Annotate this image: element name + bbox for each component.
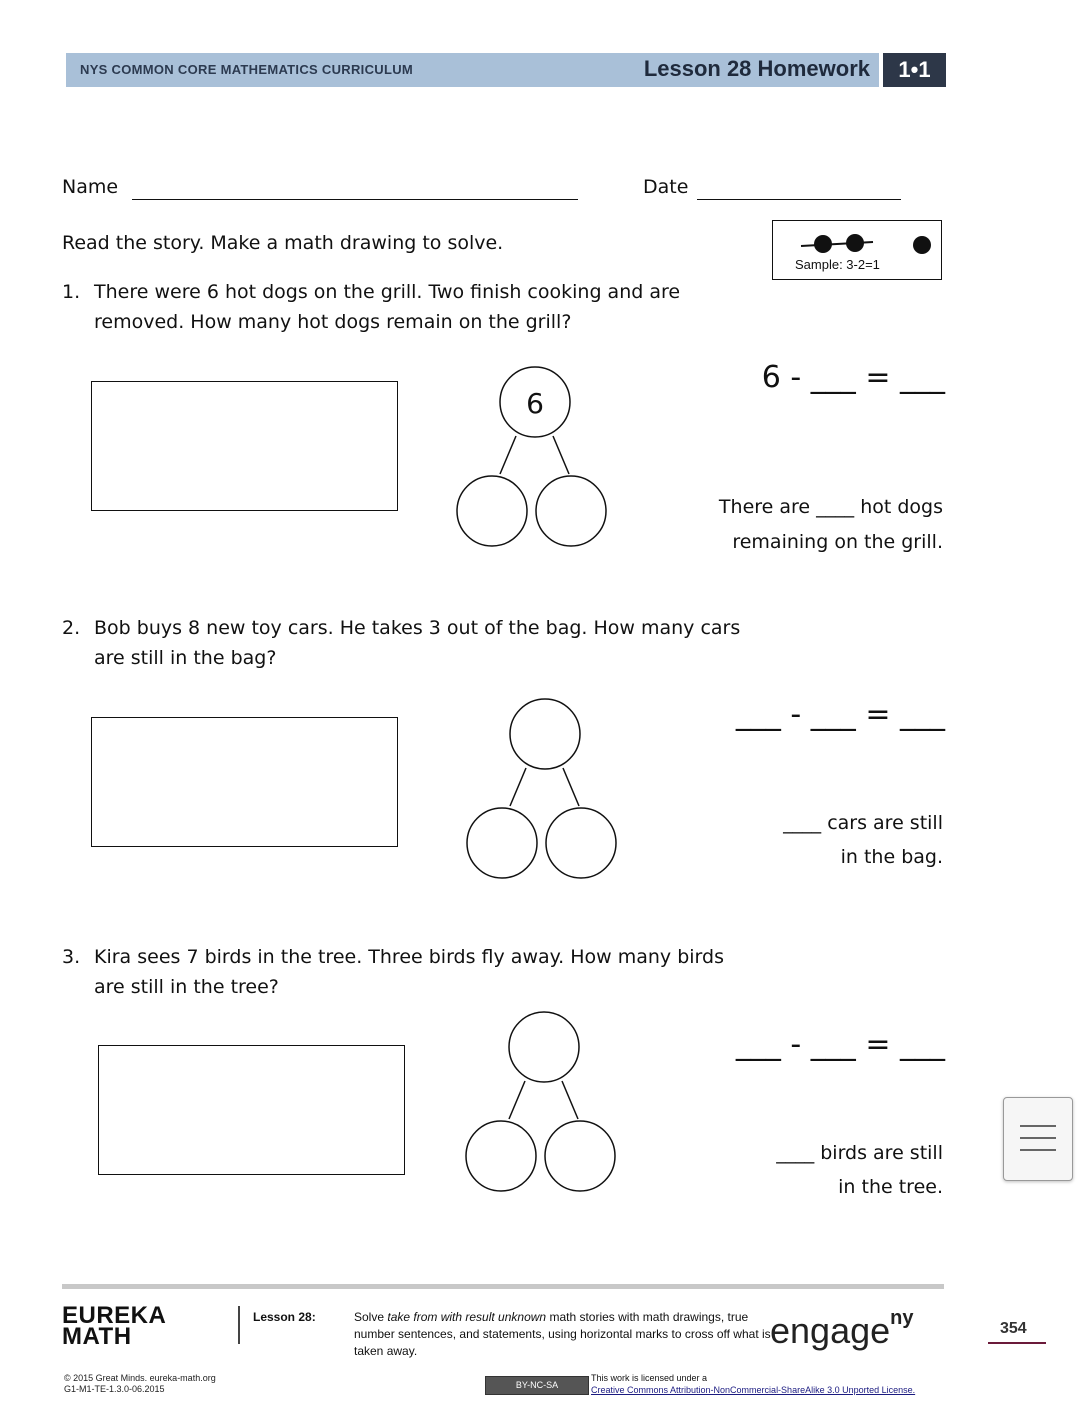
footer-divider (62, 1284, 944, 1289)
footer-vertical-divider (238, 1306, 240, 1344)
footer-description: Solve take from with result unknown math stories with math drawings, true number sentences, and statements, using horizontal marks to cross off what is taken away. (354, 1310, 771, 1358)
page-number: 354 (1000, 1320, 1027, 1337)
menu-button[interactable] (1003, 1097, 1073, 1181)
license-text: This work is licensed under a Creative Commons Attribution-NonCommercial-ShareAlike 3.0 Unported License. (591, 1373, 916, 1395)
drawing-box[interactable] (98, 1045, 405, 1175)
sample-label: Sample: 3-2=1 (795, 257, 880, 272)
answer-statement: remaining on the grill. (732, 531, 943, 553)
equation: ___ - ___ = ___ (735, 1027, 945, 1062)
lesson-title: Lesson 28 Homework (643, 56, 870, 81)
answer-statement: in the bag. (840, 846, 943, 868)
equation: ___ - ___ = ___ (735, 697, 945, 732)
answer-statement: There are ____ hot dogs (718, 496, 943, 518)
problem-text-line: removed. How many hot dogs remain on the grill? (94, 311, 572, 333)
instructions: Read the story. Make a math drawing to solve. (62, 232, 504, 254)
problem-text-line: are still in the tree? (94, 976, 279, 998)
copyright: © 2015 Great Minds. eureka-math.org G1-M1-TE-1.3.0-06.2015 (64, 1373, 216, 1394)
drawing-box[interactable] (91, 381, 398, 511)
page-number-underline (988, 1342, 1046, 1344)
name-label: Name (62, 176, 119, 198)
problem-number: 3. (62, 946, 81, 968)
engageny-logo: engage$^{ny}$ (770, 1307, 914, 1351)
answer-statement: in the tree. (838, 1176, 943, 1198)
footer-lesson-label: Lesson 28: (253, 1310, 316, 1324)
grade-module-badge: 1•1 (883, 53, 946, 87)
problem-text-line: Kira sees 7 birds in the tree. Three birds fly away. How many birds (94, 946, 724, 968)
name-line[interactable] (132, 199, 578, 200)
problem-number: 1. (62, 281, 81, 303)
number-bond (459, 1005, 624, 1200)
curriculum-title: NYS COMMON CORE MATHEMATICS CURRICULUM (80, 62, 414, 77)
problem-text-line: are still in the bag? (94, 647, 277, 669)
date-label: Date (643, 176, 689, 198)
problem-text-line: Bob buys 8 new toy cars. He takes 3 out of the bag. How many cars (94, 617, 741, 639)
sample-drawing (795, 228, 935, 258)
creative-commons-icon: BY-NC-SA (485, 1376, 589, 1395)
problem-text-line: There were 6 hot dogs on the grill. Two finish cooking and are (94, 281, 681, 303)
license-link[interactable]: Creative Commons Attribution-NonCommercial-ShareAlike 3.0 Unported License. (591, 1385, 916, 1395)
eureka-math-logo: EUREKA MATH (62, 1302, 167, 1350)
equation: 6 - ___ = ___ (761, 360, 945, 395)
answer-statement: ____ birds are still (776, 1142, 943, 1164)
number-bond (450, 360, 615, 555)
date-line[interactable] (697, 199, 901, 200)
problem-number: 2. (62, 617, 81, 639)
bond-whole-value: 6 (526, 387, 544, 420)
drawing-box[interactable] (91, 717, 398, 847)
answer-statement: ____ cars are still (783, 812, 943, 834)
